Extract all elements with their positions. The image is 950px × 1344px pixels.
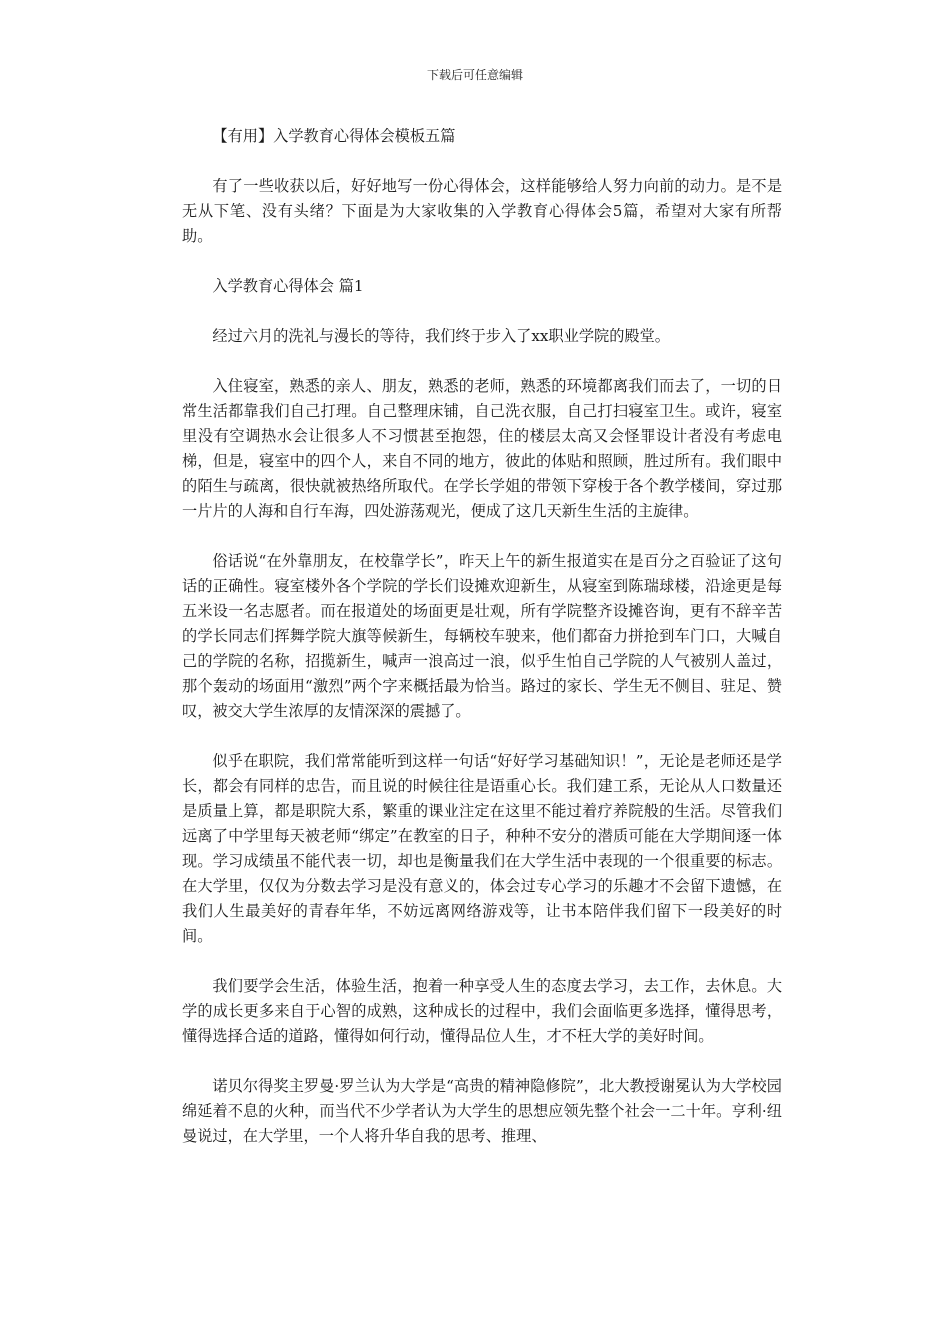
body-paragraph: 诺贝尔得奖主罗曼·罗兰认为大学是“高贵的精神隐修院”，北大教授谢冕认为大学校园绵延着不息的火种，而当代不少学者认为大学生的思想应领先整个社会一二十年。亨利·纽曼说过，在大学里，一个人将升华自我的思考、推理、 [182, 1077, 782, 1145]
body-paragraph: 经过六月的洗礼与漫长的等待，我们终于步入了xx职业学院的殿堂。 [212, 327, 670, 345]
body-paragraph: 入住寝室，熟悉的亲人、朋友，熟悉的老师，熟悉的环境都离我们而去了，一切的日常生活都靠我们自己打理。自己整理床铺，自己洗衣服，自己打扫寝室卫生。或许，寝室里没有空调热水会让很多人不习惯甚至抱怨，住的楼层太高又会怪罪设计者没有考虑电梯，但是，寝室中的四个人，来自不同的地方，彼此的体贴和照顾，胜过所有。我们眼中的陌生与疏离，很快就被热络所取代。在学长学姐的带领下穿梭于各个教学楼间，穿过那一片片的人海和自行车海，四处游荡观光，便成了这几天新生生活的主旋律。 [182, 377, 782, 520]
body-paragraph: 俗话说“在外靠朋友，在校靠学长”，昨天上午的新生报道实在是百分之百验证了这句话的正确性。寝室楼外各个学院的学长们设摊欢迎新生，从寝室到陈瑞球楼，沿途更是每五米设一名志愿者。而在报道处的场面更是壮观，所有学院整齐设摊咨询，更有不辞辛苦的学长同志们挥舞学院大旗等候新生，每辆校车驶来，他们都奋力拼抢到车门口，大喊自己的学院的名称，招揽新生，喊声一浪高过一浪，似乎生怕自己学院的人气被别人盖过，那个轰动的场面用“激烈”两个字来概括最为恰当。路过的家长、学生无不侧目、驻足、赞叹，被交大学生浓厚的友情深深的震撼了。 [182, 552, 782, 720]
document-body [182, 124, 782, 1174]
intro-paragraph: 有了一些收获以后，好好地写一份心得体会，这样能够给人努力向前的动力。是不是无从下笔、没有头绪？下面是为大家收集的入学教育心得体会5篇，希望对大家有所帮助。 [182, 177, 782, 245]
body-paragraph: 似乎在职院，我们常常能听到这样一句话“好好学习基础知识！”，无论是老师还是学长，都会有同样的忠告，而且说的时候往往是语重心长。我们建工系，无论从人口数量还是质量上算，都是职院大系，繁重的课业注定在这里不能过着疗养院般的生活。尽管我们远离了中学里每天被老师“绑定”在教室的日子，种种不安分的潜质可能在大学期间逐一体现。学习成绩虽不能代表一切，却也是衡量我们在大学生活中表现的一个很重要的标志。在大学里，仅仅为分数去学习是没有意义的，体会过专心学习的乐趣才不会留下遗憾，在我们人生最美好的青春年华，不妨远离网络游戏等，让书本陪伴我们留下一段美好的时间。 [182, 752, 782, 945]
page-header-note: 下载后可任意编辑 [426, 68, 523, 82]
document-title: 【有用】入学教育心得体会模板五篇 [212, 127, 456, 145]
section-heading: 入学教育心得体会 篇1 [212, 277, 364, 295]
body-paragraph: 我们要学会生活，体验生活，抱着一种享受人生的态度去学习，去工作，去休息。大学的成长更多来自于心智的成熟，这种成长的过程中，我们会面临更多选择，懂得思考，懂得选择合适的道路，懂得如何行动，懂得品位人生，才不枉大学的美好时间。 [182, 977, 782, 1045]
